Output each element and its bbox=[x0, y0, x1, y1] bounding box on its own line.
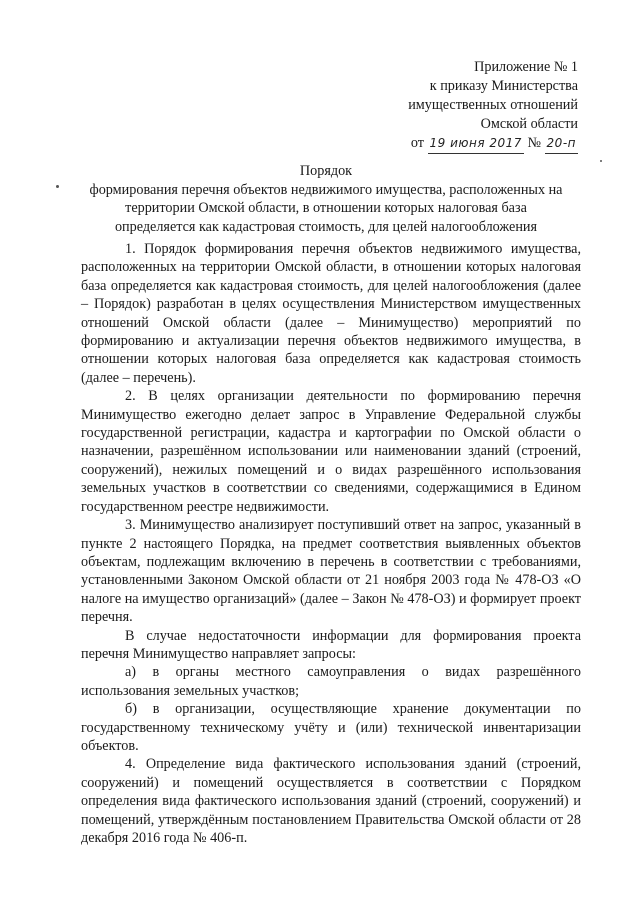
title-heading: Порядок bbox=[299, 163, 353, 179]
date-prefix: от bbox=[410, 135, 424, 151]
appendix-ministry: имущественных отношений bbox=[408, 97, 578, 113]
paragraph-item-b: б) в организации, осуществляющие хранение документации по государственному техническому учёту и (или) технической инвентаризации объектов. bbox=[81, 701, 581, 754]
paragraph-insufficiency: В случае недостаточности информации для формирования проекта перечня Минимущество направляет запросы: bbox=[81, 627, 581, 662]
title-line-1: формирования перечня объектов недвижимого имущества, расположенных на bbox=[89, 181, 563, 198]
title-line-3: определяется как кадастровая стоимость, для целей налогообложения bbox=[114, 218, 538, 235]
title-line-2: территории Омской области, в отношении которых налоговая база bbox=[125, 200, 527, 216]
document-title bbox=[56, 162, 596, 236]
scan-speck bbox=[56, 185, 59, 188]
appendix-region: Омской области bbox=[480, 116, 578, 132]
appendix-number: Приложение № 1 bbox=[474, 59, 578, 75]
paragraph-1: 1. Порядок формирования перечня объектов недвижимого имущества, расположенных на территории Омской области, в отношении которых налоговая база определяется как кадастровая стоимость, для целей налогообложения (далее – Порядок) разработан в целях осуществления Министерством имущественных отношений Омской области (далее – Минимущество) мероприятий по формированию и актуализации перечня объектов недвижимого имущества, в отношении которых налоговая база определяется как кадастровая стоимость (далее – перечень). bbox=[81, 241, 581, 386]
paragraph-item-a: а) в органы местного самоуправления о видах разрешённого использования земельных участков; bbox=[81, 664, 581, 699]
scan-speck bbox=[600, 160, 602, 162]
paragraph-2: 2. В целях организации деятельности по формированию перечня Минимущество ежегодно делает запрос в Управление Федеральной службы государственной регистрации, кадастра и картографии по Омской области о назначении, разрешённом использовании или наименовании зданий (строений, сооружений), нежилых помещений и о видах разрешённого использования земельных участков в соответствии со сведениями, содержащимися в Едином государственном реестре недвижимости. bbox=[81, 388, 581, 515]
handwritten-date: 19 июня 2017 bbox=[428, 134, 524, 154]
document-body bbox=[81, 240, 581, 847]
appendix-order: к приказу Министерства bbox=[429, 78, 578, 94]
appendix-date-line bbox=[408, 134, 578, 154]
paragraph-3: 3. Минимущество анализирует поступивший ответ на запрос, указанный в пункте 2 настоящего Порядка, на предмет соответствия выявленных объектов объектам, подлежащим включению в перечень в соответствии с требованиями, установленными Законом Омской области от 21 ноября 2003 года № 478-ОЗ «О налоге на имущество организаций» (далее – Закон № 478-ОЗ) и формирует проект перечня. bbox=[81, 517, 581, 626]
handwritten-number: 20-п bbox=[545, 134, 578, 154]
number-sign: № bbox=[527, 135, 541, 151]
appendix-header bbox=[408, 58, 578, 154]
paragraph-4: 4. Определение вида фактического использования зданий (строений, сооружений) и помещений осуществляется в соответствии с Порядком определения вида фактического использования зданий (строений, сооружений) и помещений, утверждённым постановлением Правительства Омской области от 28 декабря 2016 года № 406-п. bbox=[81, 756, 581, 846]
